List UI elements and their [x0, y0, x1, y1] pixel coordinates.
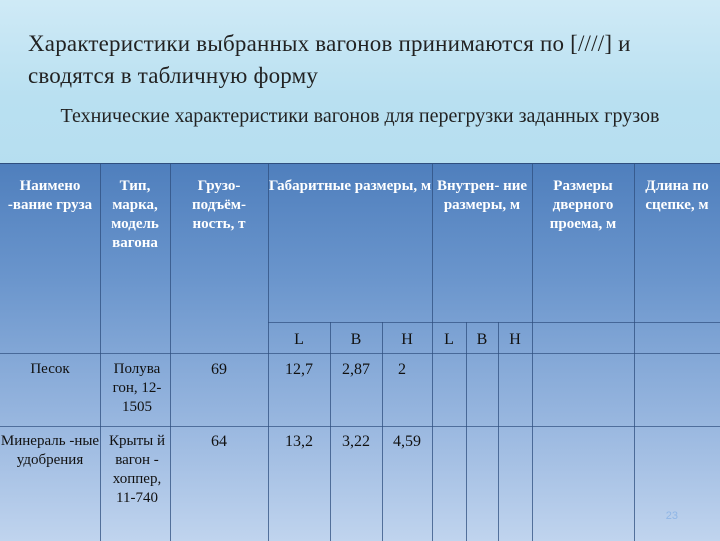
- page-number: 23: [665, 510, 678, 522]
- header-cargo-name: Наимено -вание груза: [7, 178, 93, 213]
- header-inner-dimensions: Внутрен- ние размеры, м: [436, 178, 528, 213]
- subheader-inner-l: L: [444, 331, 454, 348]
- row2-width: 3,22: [342, 433, 370, 450]
- subheader-inner-h: H: [509, 331, 521, 348]
- slide-title: Характеристики выбранных вагонов принимаются по [////] и сводятся в табличную форму: [28, 31, 631, 88]
- header-wagon-type: Тип, марка, модель вагона: [111, 178, 159, 251]
- header-capacity: Грузо- подъём- ность, т: [192, 178, 246, 232]
- row2-cargo: Минераль -ные удобрения: [0, 433, 100, 468]
- row2-capacity: 64: [211, 433, 227, 450]
- row2-wagon-type: Крыты й вагон - хоппер, 11-740: [109, 433, 165, 506]
- row1-height: 2: [398, 361, 406, 378]
- col-divider: [498, 322, 499, 541]
- subheader-overall-b: B: [350, 331, 362, 348]
- header-overall-dimensions: Габаритные размеры, м: [268, 178, 432, 194]
- row-divider: [0, 426, 720, 427]
- row1-length: 12,7: [285, 361, 313, 378]
- col-divider: [466, 322, 467, 541]
- subheader-overall-h: H: [401, 331, 413, 348]
- row1-width: 2,87: [342, 361, 370, 378]
- header-coupling-length: Длина по сцепке, м: [645, 178, 709, 213]
- row-divider: [268, 322, 720, 323]
- table-caption: Технические характеристики вагонов для перегрузки заданных грузов: [60, 105, 660, 127]
- wagon-characteristics-table: [0, 163, 720, 541]
- row2-height: 4,59: [393, 433, 421, 450]
- subheader-overall-l: L: [294, 331, 304, 348]
- subheader-inner-b: B: [476, 331, 488, 348]
- row2-length: 13,2: [285, 433, 313, 450]
- row1-cargo: Песок: [30, 361, 70, 377]
- row-divider: [0, 353, 720, 354]
- row1-capacity: 69: [211, 361, 227, 378]
- header-door-dimensions: Размеры дверного проема, м: [549, 178, 617, 232]
- row1-wagon-type: Полува гон, 12-1505: [112, 361, 162, 415]
